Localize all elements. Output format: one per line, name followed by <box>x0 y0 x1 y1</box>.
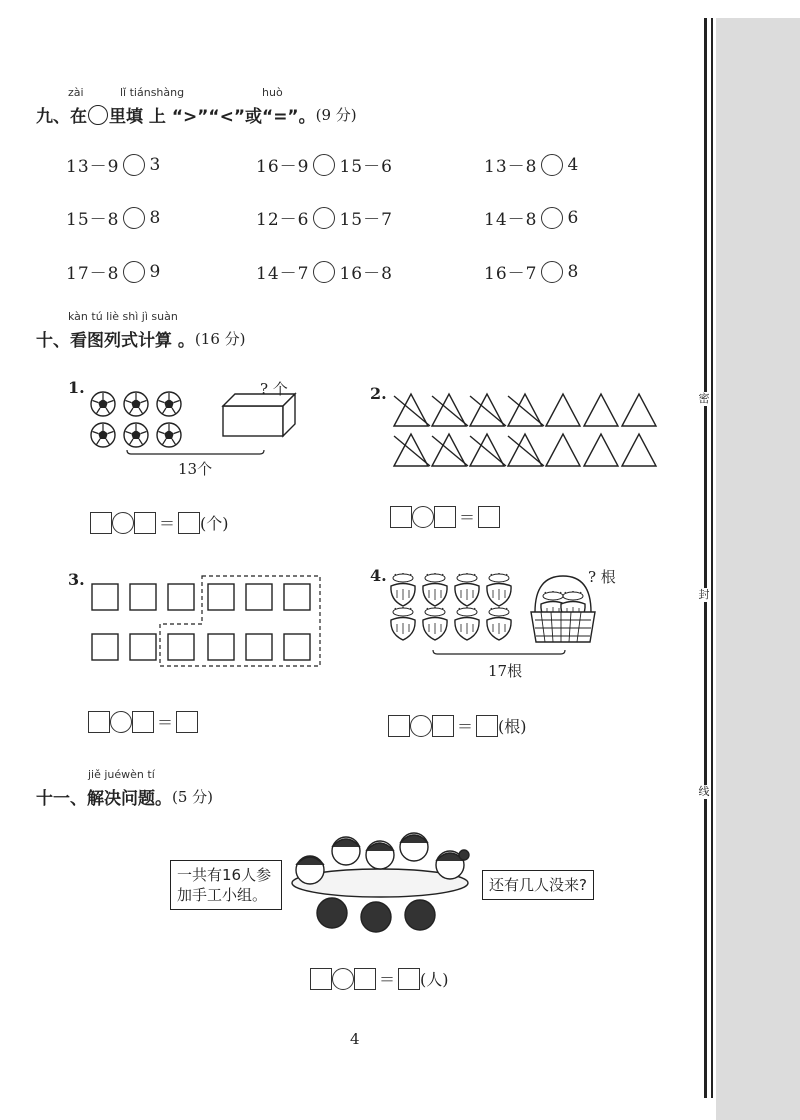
compare-left: 14－7 <box>256 264 310 284</box>
child-head-icon <box>405 900 435 930</box>
answer-circle[interactable] <box>541 154 563 176</box>
children-illustration <box>270 825 490 940</box>
equals-sign: ＝ <box>159 514 176 533</box>
square-icon <box>246 634 272 660</box>
triangle-icon <box>622 394 656 426</box>
child-head-icon <box>436 850 469 879</box>
triangle-icon <box>470 434 506 466</box>
compare-left: 12－6 <box>256 210 310 230</box>
page-number: 4 <box>350 1030 360 1048</box>
brace-line <box>433 650 565 654</box>
binding-margin <box>716 18 800 1120</box>
q4-unknown-label: ? 根 <box>588 568 616 586</box>
q4-unit: (根) <box>498 717 527 736</box>
square-icon <box>284 584 310 610</box>
child-head-icon <box>400 833 428 861</box>
answer-circle[interactable] <box>313 261 335 283</box>
section10-score: (16 分) <box>194 330 246 348</box>
section10-title: 十、看图列式计算 。 <box>36 331 195 351</box>
radish-icon <box>423 573 447 606</box>
child-head-icon <box>366 841 394 869</box>
answer-box[interactable] <box>390 506 412 528</box>
triangle-icon <box>394 394 430 426</box>
answer-box[interactable] <box>354 968 376 990</box>
radish-icon <box>391 573 415 606</box>
pinyin-huo: huò <box>262 86 283 99</box>
section9-score: (9 分) <box>315 106 357 124</box>
equals-sign: ＝ <box>457 717 474 736</box>
triangle-icon <box>508 394 544 426</box>
compare-right: 6 <box>567 207 580 228</box>
compare-left: 16－9 <box>256 157 310 177</box>
section9-title-b: 里填 上 “>”“<”或“=”。 <box>109 107 316 127</box>
q4-equation <box>388 714 527 737</box>
seal-char-xian: 线 <box>698 785 710 798</box>
binding-line <box>704 18 707 1098</box>
speech-bubble-left: 一共有16人参加手工小组。 <box>170 860 282 910</box>
child-head-icon <box>332 837 360 865</box>
operator-circle[interactable] <box>112 512 134 534</box>
operator-circle[interactable] <box>110 711 132 733</box>
q1-number: 1. <box>68 378 85 397</box>
compare-right: 16－8 <box>339 264 393 284</box>
triangle-icon <box>546 434 580 466</box>
answer-box[interactable] <box>176 711 198 733</box>
section11-score: (5 分) <box>172 788 214 806</box>
triangle-icon <box>546 394 580 426</box>
child-head-icon <box>361 902 391 932</box>
seal-char-feng: 封 <box>698 588 710 601</box>
answer-box[interactable] <box>478 506 500 528</box>
answer-box[interactable] <box>398 968 420 990</box>
q3-number: 3. <box>68 570 85 589</box>
square-icon <box>284 634 310 660</box>
triangle-icon <box>432 394 468 426</box>
answer-box[interactable] <box>134 512 156 534</box>
soccer-ball-icon <box>91 392 115 416</box>
radish-icon <box>487 607 511 640</box>
compare-right: 4 <box>567 154 580 175</box>
square-icon <box>130 634 156 660</box>
answer-box[interactable] <box>434 506 456 528</box>
compare-7 <box>66 259 161 284</box>
q4-number: 4. <box>370 566 387 585</box>
section9-heading <box>36 102 357 127</box>
answer-circle[interactable] <box>541 261 563 283</box>
q3-figure <box>86 572 326 672</box>
compare-left: 13－8 <box>484 157 538 177</box>
compare-left: 16－7 <box>484 264 538 284</box>
soccer-ball-icon <box>157 423 181 447</box>
section11-title: 十一、解决问题。 <box>36 789 172 809</box>
operator-circle[interactable] <box>412 506 434 528</box>
equals-sign: ＝ <box>459 508 476 527</box>
soccer-ball-icon <box>91 423 115 447</box>
square-icon <box>246 584 272 610</box>
pinyin-zai: zài <box>68 86 84 99</box>
square-icon <box>208 584 234 610</box>
q4-total-label: 17根 <box>488 662 523 680</box>
compare-right: 8 <box>567 261 580 282</box>
soccer-ball-icon <box>124 392 148 416</box>
compare-2 <box>256 152 393 177</box>
answer-circle[interactable] <box>123 154 145 176</box>
speech-bubble-right: 还有几人没来? <box>482 870 594 900</box>
triangle-icon <box>432 434 468 466</box>
square-icon <box>92 584 118 610</box>
square-icon <box>92 634 118 660</box>
triangle-icon <box>584 434 618 466</box>
answer-box[interactable] <box>90 512 112 534</box>
triangle-icon <box>394 434 430 466</box>
compare-right: 15－7 <box>339 210 393 230</box>
answer-box[interactable] <box>476 715 498 737</box>
q1-equation <box>90 511 229 534</box>
binding-line-inner <box>711 18 713 1098</box>
answer-box[interactable] <box>388 715 410 737</box>
child-head-icon <box>317 898 347 928</box>
square-icon <box>168 634 194 660</box>
compare-6 <box>484 205 579 230</box>
answer-circle[interactable] <box>123 207 145 229</box>
answer-box[interactable] <box>432 715 454 737</box>
radish-icon <box>391 607 415 640</box>
triangle-icon <box>622 434 656 466</box>
answer-box[interactable] <box>88 711 110 733</box>
triangle-icon <box>508 434 544 466</box>
compare-left: 17－8 <box>66 264 120 284</box>
compare-right: 3 <box>149 154 162 175</box>
child-head-icon <box>296 856 324 884</box>
equals-sign: ＝ <box>379 970 396 989</box>
q3-equation <box>88 710 198 733</box>
radish-icon <box>487 573 511 606</box>
brace-line <box>127 450 264 454</box>
compare-1 <box>66 152 161 177</box>
seal-char-mi: 密 <box>698 392 710 405</box>
section11-heading <box>36 784 213 809</box>
equals-sign: ＝ <box>157 713 174 732</box>
compare-right: 9 <box>149 261 162 282</box>
answer-box[interactable] <box>310 968 332 990</box>
compare-3 <box>484 152 579 177</box>
circle-icon <box>88 105 108 125</box>
section10-pinyin: kàn tú liè shì jì suàn <box>68 310 178 323</box>
compare-left: 15－8 <box>66 210 120 230</box>
box-icon <box>223 394 295 436</box>
answer-box[interactable] <box>132 711 154 733</box>
q2-equation <box>390 505 500 528</box>
answer-circle[interactable] <box>313 154 335 176</box>
q1-total-label: 13个 <box>178 460 213 478</box>
answer-circle[interactable] <box>541 207 563 229</box>
operator-circle[interactable] <box>332 968 354 990</box>
triangle-icon <box>584 394 618 426</box>
compare-left: 13－9 <box>66 157 120 177</box>
basket-icon <box>531 576 595 642</box>
q1-unit: (个) <box>200 514 229 533</box>
triangle-icon <box>470 394 506 426</box>
compare-right: 8 <box>149 207 162 228</box>
pinyin-li-tianshang: lǐ tiánshàng <box>120 86 185 99</box>
compare-left: 14－8 <box>484 210 538 230</box>
compare-8 <box>256 259 393 284</box>
square-icon <box>130 584 156 610</box>
square-icon <box>208 634 234 660</box>
answer-box[interactable] <box>178 512 200 534</box>
section11-pinyin: jiě juéwèn tí <box>88 768 155 781</box>
radish-icon <box>455 607 479 640</box>
operator-circle[interactable] <box>410 715 432 737</box>
section10-heading <box>36 326 245 351</box>
q4-figure <box>385 570 600 660</box>
square-icon <box>168 584 194 610</box>
radish-icon <box>423 607 447 640</box>
soccer-ball-icon <box>124 423 148 447</box>
answer-circle[interactable] <box>313 207 335 229</box>
compare-9 <box>484 259 579 284</box>
section9-title-a: 九、在 <box>36 107 87 127</box>
answer-circle[interactable] <box>123 261 145 283</box>
q2-figure <box>390 390 660 470</box>
section11-equation <box>310 967 449 990</box>
section11-unit: (人) <box>420 970 449 989</box>
q1-unknown-label: ? 个 <box>260 380 288 398</box>
compare-right: 15－6 <box>339 157 393 177</box>
radish-icon <box>455 573 479 606</box>
compare-4 <box>66 205 161 230</box>
compare-5 <box>256 205 393 230</box>
q2-number: 2. <box>370 384 387 403</box>
soccer-ball-icon <box>157 392 181 416</box>
